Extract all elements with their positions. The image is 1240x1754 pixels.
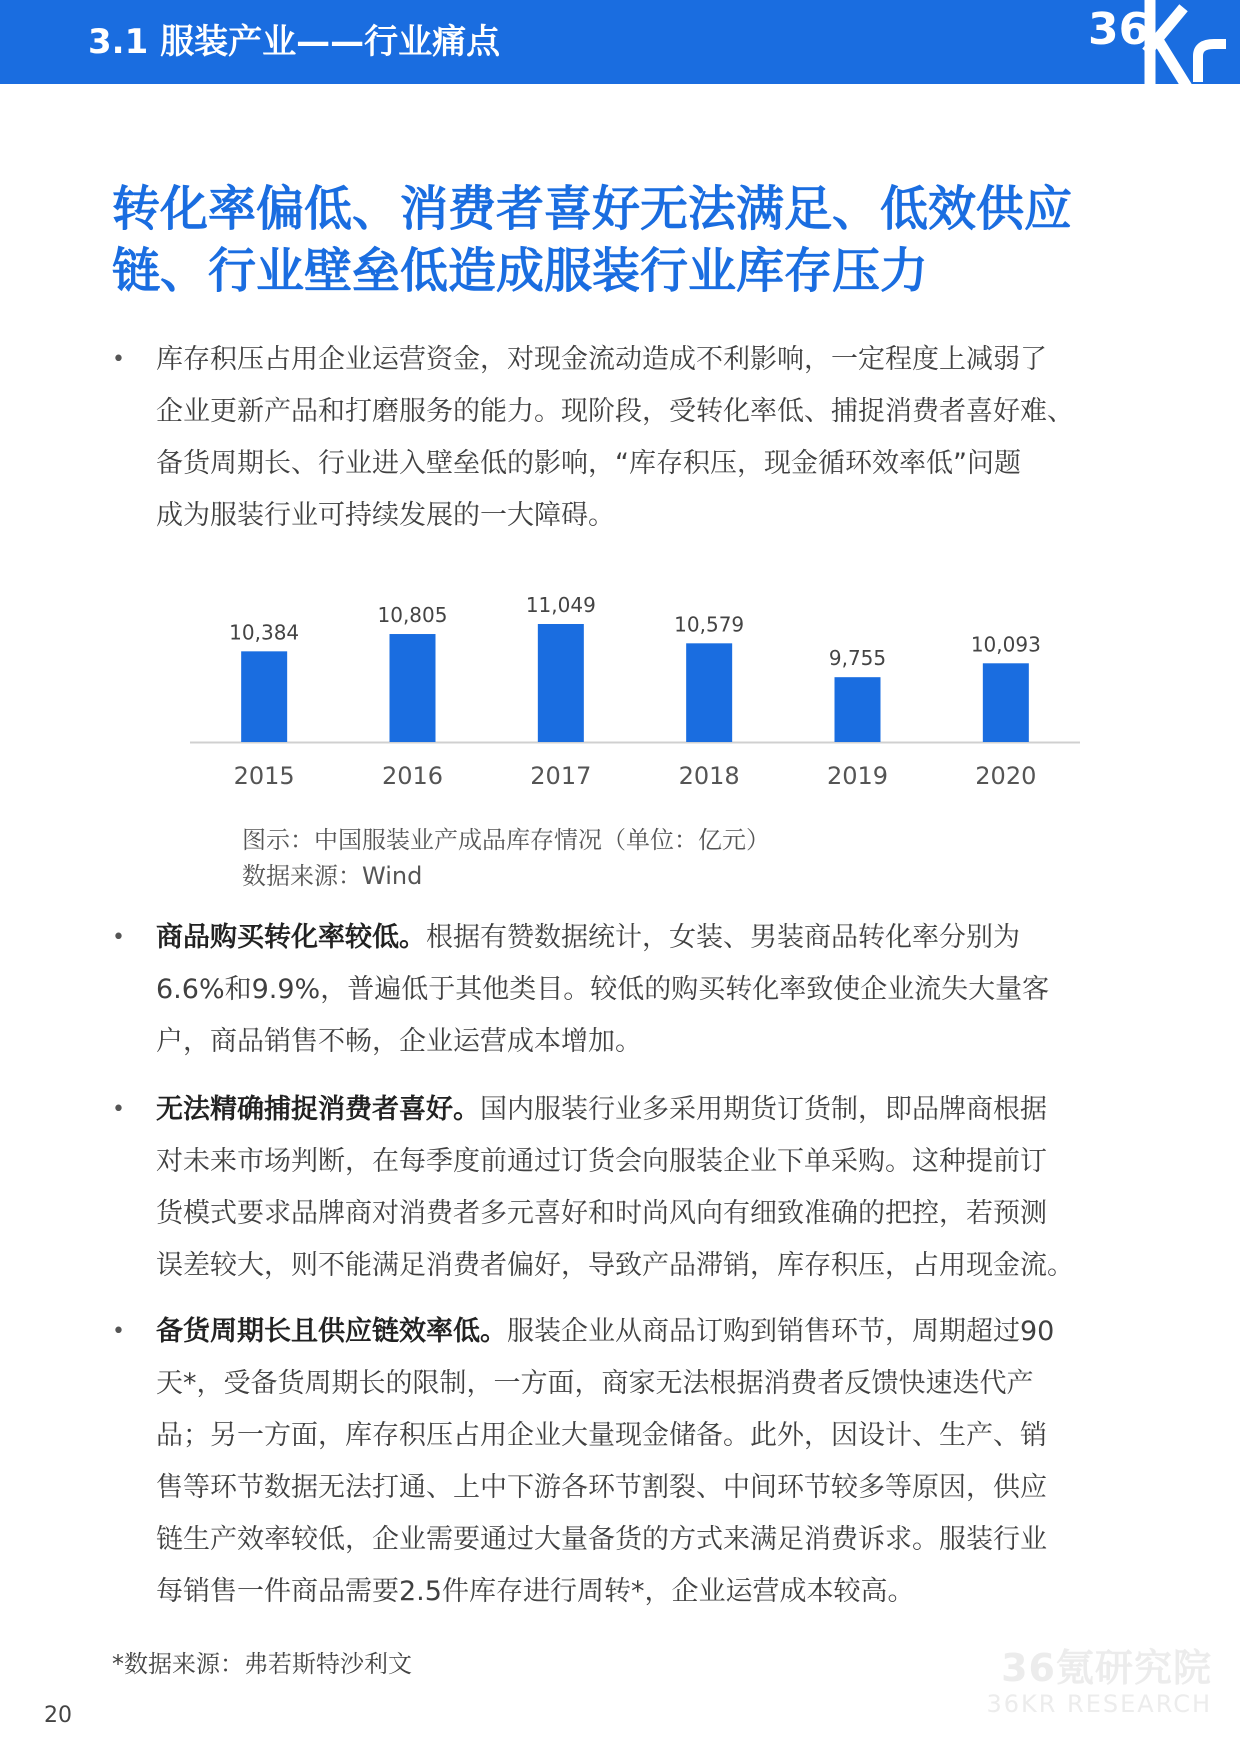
bullet-line: 备货周期长、行业进入壁垒低的影响，“库存积压，现金循环效率低”问题	[156, 448, 1021, 479]
chart-svg	[160, 568, 1100, 808]
bullet-line: 6.6%和9.9%，普遍低于其他类目。较低的购买转化率致使企业流失大量客	[156, 974, 1050, 1005]
chart-x-tick-label: 2016	[381, 762, 444, 790]
chart-value-label: 9,755	[828, 646, 887, 671]
logo-36kr	[1080, 0, 1240, 84]
bullet-line: 国内服装行业多采用期货订货制，即品牌商根据	[480, 1094, 1047, 1125]
inventory-bar-chart	[160, 568, 1100, 808]
bullet-line: 货模式要求品牌商对消费者多元喜好和时尚风向有细致准确的把控，若预测	[156, 1198, 1047, 1229]
chart-value-label: 11,049	[525, 593, 596, 617]
page-heading	[112, 178, 1152, 302]
watermark	[972, 1646, 1212, 1718]
bullet-line: 对未来市场判断，在每季度前通过订货会向服装企业下单采购。这种提前订	[156, 1146, 1047, 1177]
bullet-line: 企业更新产品和打磨服务的能力。现阶段，受转化率低、捕捉消费者喜好难、	[156, 396, 1074, 427]
page-number: 20	[44, 1703, 72, 1728]
bullet-text	[156, 1306, 1156, 1618]
chart-x-tick-label: 2020	[975, 762, 1037, 790]
chart-value-label: 10,384	[229, 620, 300, 645]
bullet-text	[156, 1084, 1156, 1292]
heading-line: 链、行业壁垒低造成服装行业库存压力	[112, 243, 929, 299]
chart-x-tick-label: 2019	[826, 762, 889, 790]
chart-bar	[686, 643, 732, 742]
bullet-dot: •	[112, 1097, 125, 1122]
bullet-line: 链生产效率较低，企业需要通过大量备货的方式来满足消费诉求。服装行业	[156, 1524, 1047, 1555]
chart-x-tick-label: 2018	[678, 762, 740, 790]
bullet-line: 天*，受备货周期长的限制，一方面，商家无法根据消费者反馈快速迭代产	[156, 1368, 1034, 1399]
bullet-lead: 备货周期长且供应链效率低。	[156, 1316, 507, 1347]
bullet-lead: 无法精确捕捉消费者喜好。	[156, 1094, 480, 1125]
bullet-lead: 商品购买转化率较低。	[156, 922, 426, 953]
watermark-sub: 36KR RESEARCH	[986, 1690, 1212, 1718]
chart-value-label: 10,093	[970, 632, 1041, 657]
section-title: 3.1 服装产业——行业痛点	[88, 22, 501, 62]
bullet-dot: •	[112, 1319, 125, 1344]
bullet-line: 成为服装行业可持续发展的一大障碍。	[156, 500, 615, 531]
chart-bar	[390, 634, 436, 742]
bullet-line: 品；另一方面，库存积压占用企业大量现金储备。此外，因设计、生产、销	[156, 1420, 1047, 1451]
heading-line: 转化率偏低、消费者喜好无法满足、低效供应	[112, 181, 1073, 237]
chart-bar	[241, 651, 287, 742]
chart-bar	[983, 663, 1029, 742]
chart-value-label: 10,805	[377, 603, 448, 628]
footnote: *数据来源：弗若斯特沙利文	[112, 1650, 412, 1678]
bullet-line: 服装企业从商品订购到销售环节，周期超过90	[507, 1316, 1055, 1347]
chart-bar	[835, 677, 881, 742]
caption-title: 图示：中国服装业产成品库存情况（单位：亿元）	[242, 826, 770, 854]
chart-x-tick-label: 2017	[530, 762, 592, 790]
watermark-main: 36氪研究院	[1001, 1646, 1212, 1690]
bullet-line: 售等环节数据无法打通、上中下游各环节割裂、中间环节较多等原因，供应	[156, 1472, 1047, 1503]
caption-source: 数据来源：Wind	[242, 862, 423, 890]
bullet-line: 根据有赞数据统计，女装、男装商品转化率分别为	[426, 922, 1020, 953]
chart-caption	[242, 822, 770, 894]
bullet-line: 户，商品销售不畅，企业运营成本增加。	[156, 1026, 642, 1057]
bullet-line: 库存积压占用企业运营资金，对现金流动造成不利影响，一定程度上减弱了	[156, 344, 1047, 375]
chart-x-tick-label: 2015	[233, 762, 295, 790]
svg-text:36: 36	[1088, 4, 1150, 55]
bullet-text	[156, 912, 1156, 1068]
bullet-dot: •	[112, 925, 125, 950]
bullet-dot: •	[112, 347, 125, 372]
chart-value-label: 10,579	[674, 612, 745, 637]
bullet-line: 每销售一件商品需要2.5件库存进行周转*，企业运营成本较高。	[156, 1576, 915, 1607]
chart-bar	[538, 624, 584, 742]
header-bar	[0, 0, 1240, 84]
bullet-line: 误差较大，则不能满足消费者偏好，导致产品滞销，库存积压，占用现金流。	[156, 1250, 1074, 1281]
bullet-text	[156, 334, 1156, 542]
